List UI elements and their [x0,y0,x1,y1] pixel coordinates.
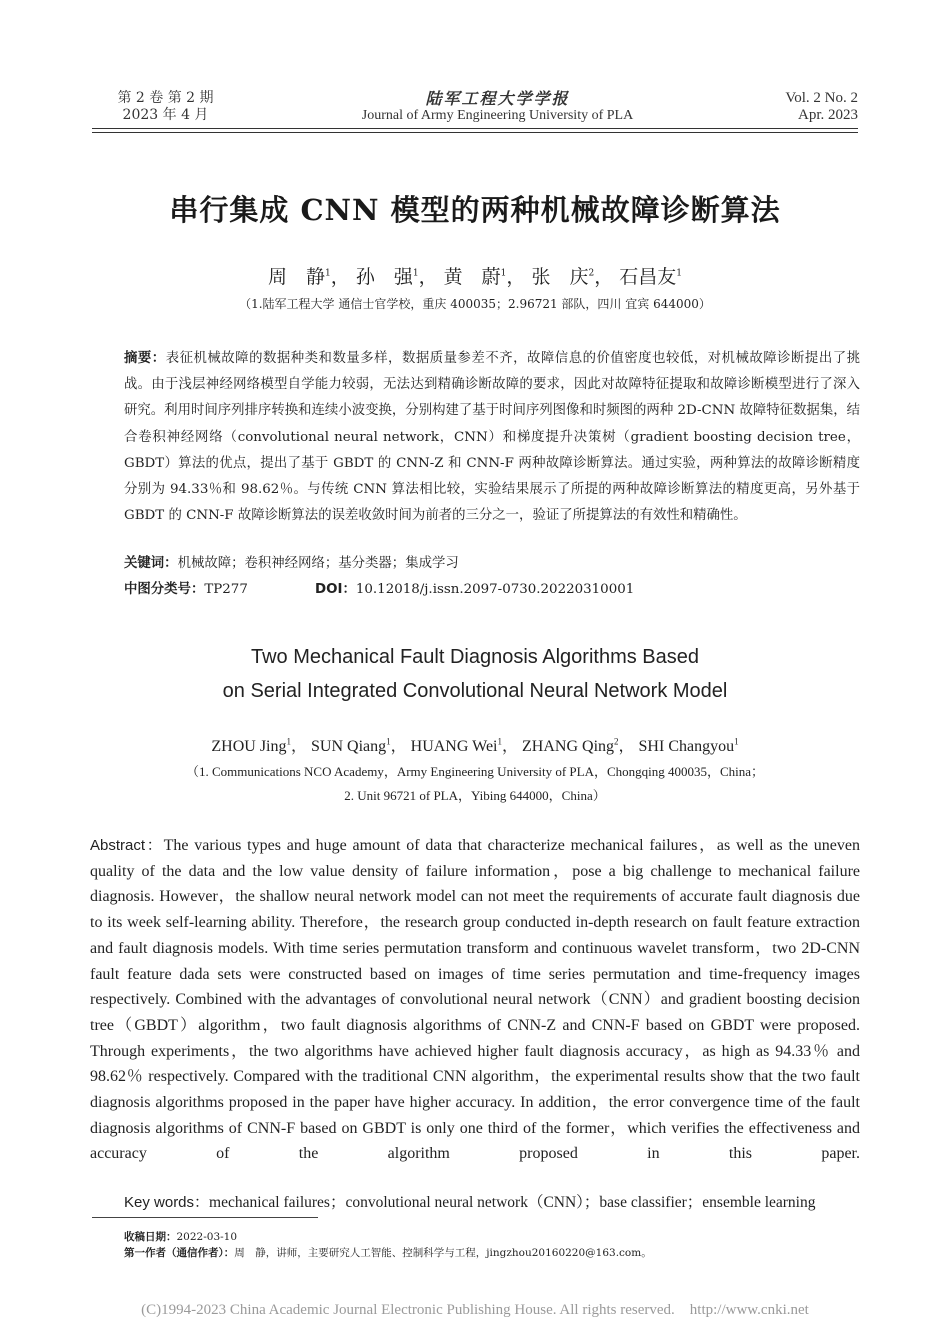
keywords-en [124,1190,815,1212]
author-en: SHI Changyou$^1$ [638,736,739,755]
paper-title-en-line2: on Serial Integrated Convolutional Neural Network Model [222,680,728,702]
doi-value[interactable]: 10.12018/j.issn.2097-0730.20220310001 [355,582,635,597]
abstract-cn-text: 表征机械故障的数据种类和数量多样，数据质量参差不齐，故障信息的价值密度也较低，对机械故障诊断提出了挑战。由于浅层神经网络模型自学能力较弱，无法达到精确诊断故障的要求，因此对故障特征提取和故障诊断模型进行了深入研究。利用时间序列排序转换和连续小波变换，分别构建了基于时间序列图像和时频图的两种 2D-CNN 故障特征数据集，结合卷积神经网络（convolutional neural network，CNN）和梯度提升决策树（gradient boosting decision tree，GBDT）算法的优点，提出了基于 GBDT 的 CNN-Z 和 CNN-F 两种故障诊断算法。通过实验，两种算法的故障诊断精度分别为 94.33％和 98.62％。与传统 CNN 算法相比较，实验结果展示了所提的两种故障诊断算法的精度更高，另外基于 GBDT 的 CNN-F 故障诊断算法的误差收敛时间为前者的三分之一，验证了所提算法的有效性和精确性。 [124,351,861,524]
journal-name-en: Journal of Army Engineering University of PLA [361,108,634,123]
footnote-rule [92,1217,318,1218]
author-en: SUN Qiang$^1$， [311,736,407,755]
abstract-cn-label: 摘要： [124,351,166,366]
author-en: ZHANG Qing$^2$， [522,736,635,755]
classification-label: 中图分类号： [124,582,205,597]
keywords-cn [124,552,459,571]
author-note-label: 第一作者（通信作者）： [124,1247,235,1259]
issue-info [108,90,223,124]
author-list-cn [0,262,950,289]
received-label: 收稿日期： [124,1231,177,1243]
footnote-received [124,1229,237,1244]
paper-title-cn: 串行集成 CNN 模型的两种机械故障诊断算法 [169,193,781,227]
volume-number: Vol. 2 No. 2 [785,90,858,106]
keywords-en-text: mechanical failures；convolutional neural network（CNN）；base classifier；ensemble learning [209,1194,816,1211]
issue-date: 2023 年 4 月 [122,107,209,123]
author-cn: 张 庆$^2$， [531,266,614,288]
header-rule-bottom [92,132,858,133]
received-value: 2022-03-10 [176,1231,238,1243]
keywords-en-label: Key words： [124,1194,210,1211]
classification-code [124,578,248,597]
affiliation-en-line1: （1. Communications NCO Academy，Army Engineering University of PLA，Chongqing 400035，China； [185,764,765,779]
paper-title-en [0,640,950,708]
issue-number: 第 2 卷 第 2 期 [117,90,214,106]
author-cn: 黄 蔚$^1$， [443,266,526,288]
journal-name [300,90,695,124]
author-cn: 周 静$^1$， [268,266,350,288]
abstract-cn [124,346,860,529]
classification-value: TP277 [204,582,248,597]
copyright-notice: (C)1994-2023 China Academic Journal Electronic Publishing House. All rights reserved. http://www.cnki.net [141,1302,809,1318]
affiliation-en [0,760,950,808]
affiliation-en-line2: 2. Unit 96721 of PLA，Yibing 644000，China） [344,788,606,803]
header-rule-top [92,128,858,129]
abstract-en-text: The various types and huge amount of data that characterize mechanical failures，as well as the uneven quality of the data and the low value density of failure information，pose a big challenge to mechanical failure diagnosis. However，the shallow neural network model can not meet the requirements of accurate fault diagnosis due to its week self-learning ability. Therefore，the research group conducted in-depth research on fault feature extraction and fault diagnosis models. With time series permutation transform and continuous wavelet transform，two 2D-CNN fault feature dada sets were constructed based on images of time series permutation and time-frequency images respectively. Combined with the advantages of convolutional neural network（CNN）and gradient boosting decision tree（GBDT）algorithm，two fault diagnosis algorithms of CNN-Z and CNN-F based on GBDT were proposed. Through experiments，the two algorithms have achieved higher fault diagnosis accuracy，as high as 94.33％ and 98.62％ respectively. Compared with the traditional CNN algorithm，the experimental results show that the two fault diagnosis algorithms proposed in the paper have higher accuracy. In addition，the error convergence time of the fault diagnosis algorithms of CNN-F based on GBDT is only one third of the former，which verifies the effectiveness and accuracy of the algorithm proposed in this paper. [90,837,861,1163]
author-note-value: 周 静，讲师，主要研究人工智能、控制科学与工程，jingzhou20160220@163.com。 [234,1247,652,1259]
journal-name-cn: 陆军工程大学学报 [425,89,570,108]
abstract-en-label: Abstract： [90,837,164,854]
affiliation-cn: （1.陆军工程大学 通信士官学校，重庆 400035；2.96721 部队，四川 宜宾 644000） [239,297,711,311]
paper-title-en-line1: Two Mechanical Fault Diagnosis Algorithms Based [251,646,699,668]
keywords-cn-text: 机械故障；卷积神经网络；基分类器；集成学习 [177,556,459,571]
abstract-en [90,833,860,1167]
doi [315,578,634,597]
keywords-cn-label: 关键词： [124,556,178,571]
author-en: ZHOU Jing$^1$， [211,736,308,755]
author-list-en [0,733,950,756]
volume-info [740,90,858,124]
footnote-author [124,1245,652,1260]
author-cn: 石昌友$^1$ [619,266,682,288]
author-en: HUANG Wei$^1$， [410,736,519,755]
author-cn: 孙 强$^1$， [355,266,438,288]
volume-date: Apr. 2023 [798,107,858,123]
doi-label: DOI： [315,582,356,597]
